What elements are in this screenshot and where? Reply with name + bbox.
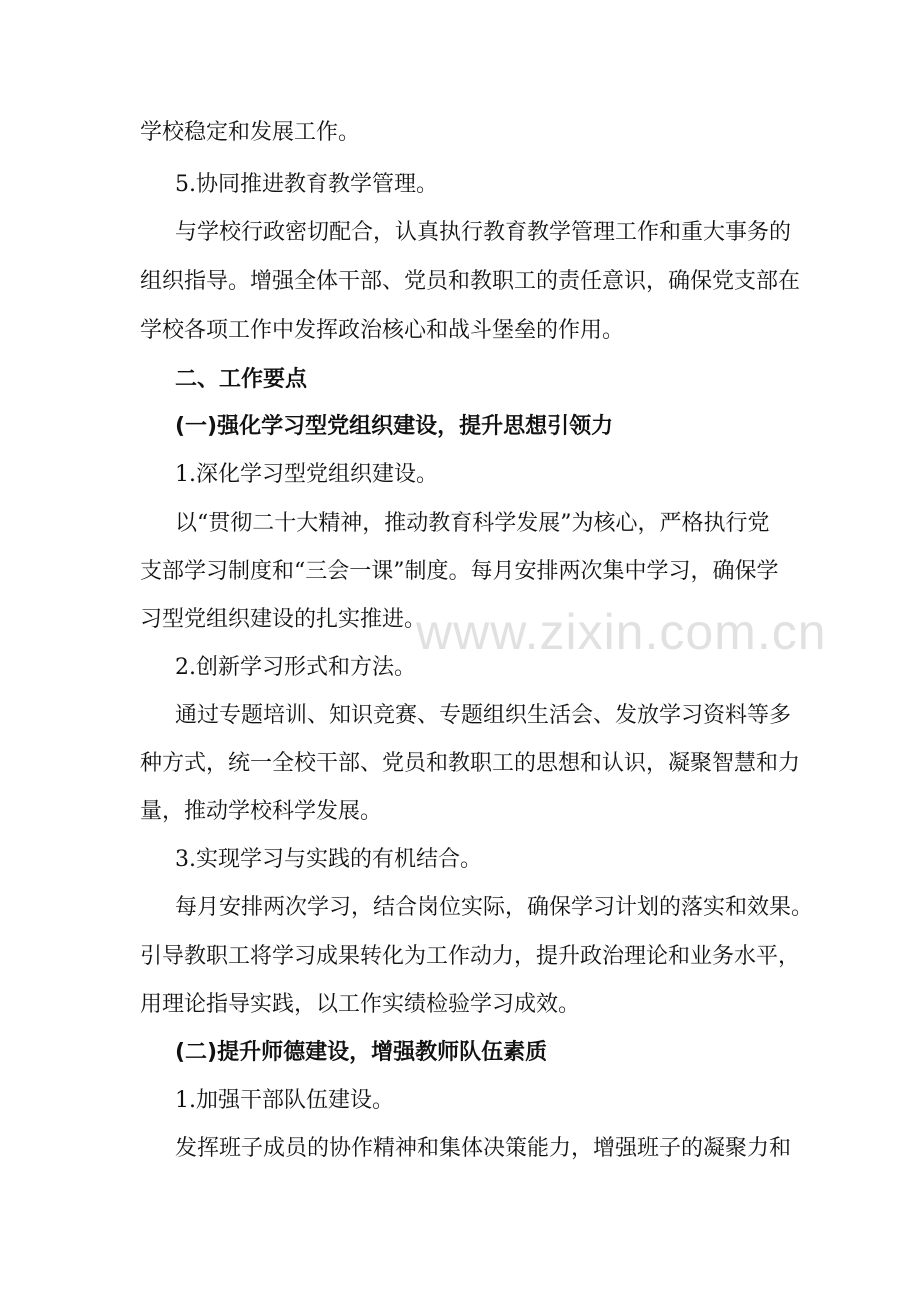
watermark: www.zixin.com.cn [416, 604, 827, 660]
subsection-heading-2: (二)提升师德建设，增强教师队伍素质 [175, 1040, 548, 1065]
item-heading-1-2: 2.创新学习形式和方法。 [175, 655, 416, 680]
paragraph-line-4: 组织指导。增强全体干部、党员和教职工的责任意识，确保党支部在 [140, 269, 801, 294]
paragraph-line-9: 以“贯彻二十大精神，推动教育科学发展”为核心，严格执行党 [175, 511, 770, 536]
item-heading-5: 5.协同推进教育教学管理。 [175, 172, 438, 197]
item-heading-1-1: 1.深化学习型党组织建设。 [175, 462, 438, 487]
paragraph-line-15: 量，推动学校科学发展。 [140, 799, 383, 824]
paragraph-line-17: 每月安排两次学习，结合岗位实际，确保学习计划的落实和效果。 [175, 895, 814, 920]
subsection-heading-1: (一)强化学习型党组织建设，提升思想引领力 [175, 414, 614, 439]
paragraph-line-5: 学校各项工作中发挥政治核心和战斗堡垒的作用。 [140, 318, 625, 343]
paragraph-line-1: 学校稳定和发展工作。 [140, 120, 361, 145]
paragraph-line-11: 习型党组织建设的扎实推进。 [140, 607, 427, 632]
section-heading-2: 二、工作要点 [175, 367, 308, 392]
item-heading-1-3: 3.实现学习与实践的有机结合。 [175, 847, 482, 872]
item-heading-2-1: 1.加强干部队伍建设。 [175, 1088, 394, 1113]
paragraph-line-22: 发挥班子成员的协作精神和集体决策能力，增强班子的凝聚力和 [175, 1136, 792, 1161]
paragraph-line-10: 支部学习制度和“三会一课”制度。每月安排两次集中学习，确保学 [140, 559, 779, 584]
paragraph-line-14: 种方式，统一全校干部、党员和教职工的思想和认识，凝聚智慧和力 [140, 751, 801, 776]
paragraph-line-19: 用理论指导实践，以工作实绩检验学习成效。 [140, 992, 581, 1017]
paragraph-line-18: 引导教职工将学习成果转化为工作动力，提升政治理论和业务水平， [140, 944, 801, 969]
paragraph-line-13: 通过专题培训、知识竞赛、专题组织生活会、发放学习资料等多 [175, 703, 792, 728]
paragraph-line-3: 与学校行政密切配合，认真执行教育教学管理工作和重大事务的 [175, 220, 792, 245]
